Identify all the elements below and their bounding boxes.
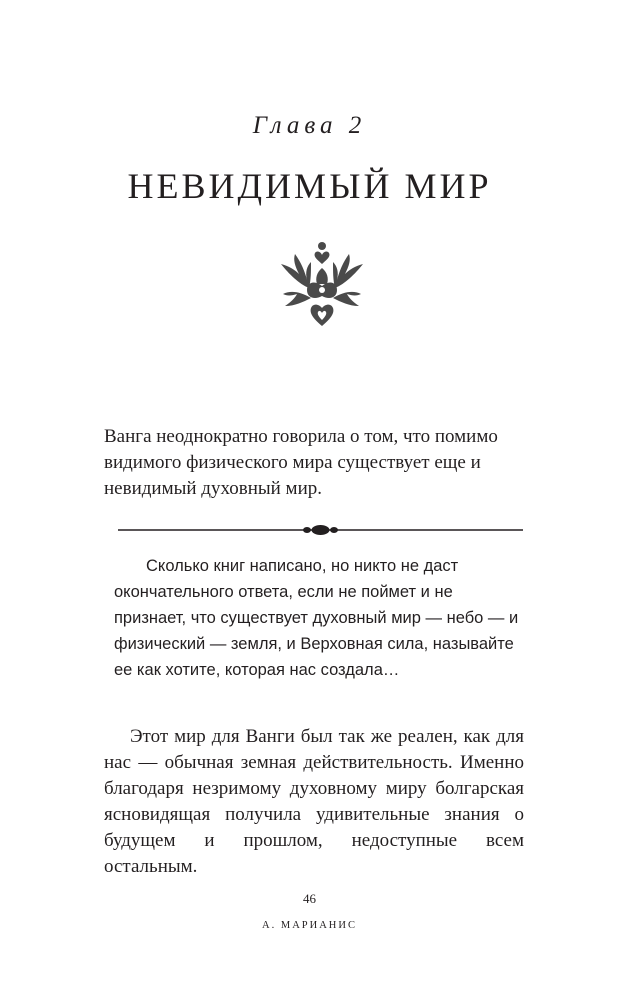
floral-ornament-icon xyxy=(277,240,367,332)
section-divider xyxy=(118,522,523,538)
chapter-label: Глава 2 xyxy=(252,112,367,139)
body-paragraph: Этот мир для Ванги был так же реален, как для нас — обычная земная действительность. Именно благодаря незримому духовному миру болгарская ясновидящая получила удивительные знания о будущем и прошлом, недоступные всем остальным. xyxy=(104,726,524,877)
quote-block: Сколько книг написано, но никто не даст окончательного ответа, если не поймет и не признает, что существует духовный мир — небо — и физический — земля, и Верховная сила, называйте ее как хотите, которая нас создала… xyxy=(114,557,519,679)
page-number: 46 xyxy=(303,891,316,906)
running-footer-author: А. МАРИАНИС xyxy=(262,920,357,931)
chapter-title: НЕВИДИМЫЙ МИР xyxy=(127,166,492,206)
lead-paragraph: Ванга неоднократно говорила о том, что помимо видимого физического мира существует еще и невидимый духовный мир. xyxy=(104,426,498,499)
